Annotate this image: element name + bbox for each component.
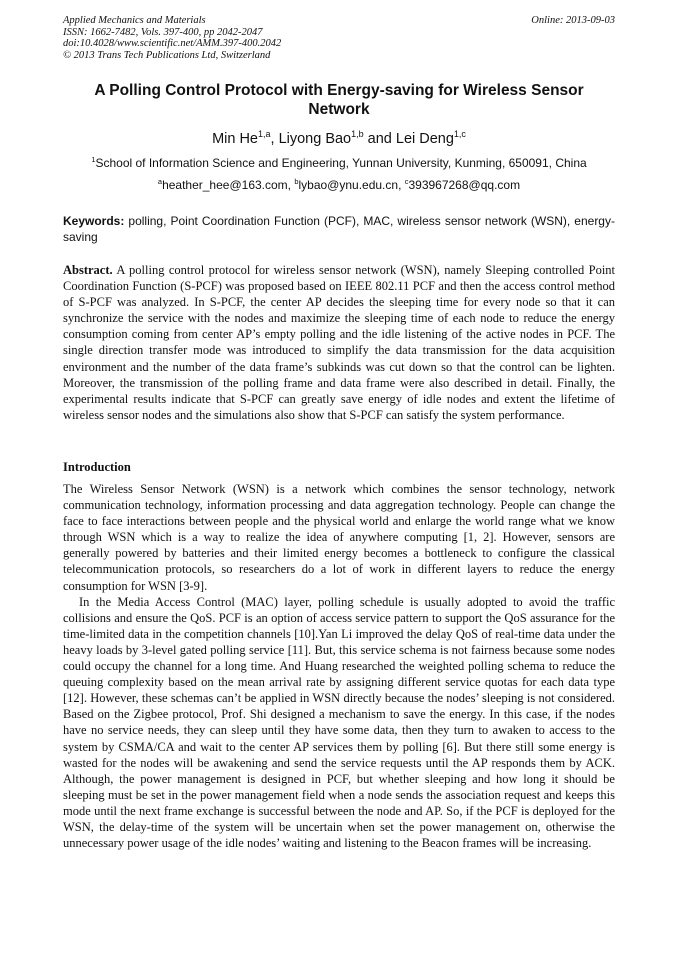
email-address: lybao@ynu.edu.cn — [298, 178, 399, 192]
section-heading-introduction: Introduction — [63, 460, 131, 474]
author-name: Lei Deng — [395, 131, 454, 147]
email-superscript: b — [294, 177, 299, 186]
author-superscript: 1,a — [258, 129, 271, 140]
author-list — [63, 130, 615, 148]
doi-line: doi:10.4028/www.scientific.net/AMM.397-400.2042 — [63, 38, 282, 49]
author-separator: and — [363, 131, 396, 147]
affiliation — [63, 156, 615, 171]
journal-header — [63, 15, 615, 61]
author-separator: , — [270, 131, 279, 147]
keywords-text: polling, Point Coordination Function (PCF), MAC, wireless sensor network (WSN), energy-saving — [63, 214, 615, 244]
email-superscript: c — [404, 177, 409, 186]
journal-name: Applied Mechanics and Materials — [63, 15, 206, 26]
email-address: heather_hee@163.com — [162, 178, 288, 192]
abstract-label: Abstract. — [63, 263, 113, 277]
author-superscript: 1,b — [351, 129, 364, 140]
body-paragraph: The Wireless Sensor Network (WSN) is a network which combines the sensor technology, network communication technology, information processing and data aggregation technology. People can change the face to face interactions between people and the physical world and enlarge the world range what we know through WSN which is a way to realize the idea of anywhere computing [1, 2]. However, sensors are generally powered by batteries and their limited energy becomes a bottleneck to configure the classical telecommunication protocols, so researchers do a lot of work in different layers to reduce the energy consumption for WSN [3-9]. — [63, 482, 615, 593]
affiliation-superscript: 1 — [91, 155, 96, 164]
email-superscript: a — [157, 177, 163, 186]
keywords-block — [63, 213, 615, 245]
abstract-block — [63, 262, 615, 423]
introduction-body — [63, 481, 615, 851]
copyright-line: © 2013 Trans Tech Publications Ltd, Switzerland — [63, 49, 271, 61]
affiliation-text: School of Information Science and Engineering, Yunnan University, Kunming, 650091, China — [95, 156, 587, 170]
abstract-text: A polling control protocol for wireless sensor network (WSN), namely Sleeping controlled Point Coordination Function (S-PCF) was proposed based on IEEE 802.11 PCF and then the access control method of S-PCF was analyzed. In S-PCF, the center AP decides the sleeping time for every node so that it can synchronize the service with the nodes and maximize the sleeping time of each node to reduce the energy consumption coming from center AP’s empty polling and the idle listening of the active nodes in PCF. The single direction transfer mode was introduced to simplify the data transmission for the data acquisition environment and the number of the data frame’s subkinds was cut down so that the control can be lighten. Moreover, the transmission of the polling frame and data frame were also described in detail. Finally, the experimental results indicate that S-PCF can greatly save energy of idle nodes and extent the lifetime of wireless sensor nodes and the simulations also show that S-PCF can satisfy the system performance. — [63, 263, 616, 422]
email-address: 393967268@qq.com — [408, 178, 521, 192]
author-name: Liyong Bao — [278, 131, 352, 147]
paper-title: A Polling Control Protocol with Energy-saving for Wireless Sensor Network — [94, 82, 584, 118]
author-superscript: 1,c — [453, 129, 466, 140]
email-separator: , — [398, 178, 405, 192]
email-separator: , — [287, 178, 295, 192]
body-paragraph: In the Media Access Control (MAC) layer, polling schedule is usually adopted to avoid the traffic collisions and ensure the QoS. PCF is an option of access service pattern to support the QoS assurance for the time-limited data in the competition channels [10].Yan Li improved the delay QoS of real-time data under the heavy loads by 3-level gated polling service [11]. But, this service schema is not fairness because some nodes could occupy the channel for a long time. And Huang researched the weighted polling schema to reduce the queuing complexity based on the mean arrival rate by assigning different service quotas for each data type [12]. However, these schemas can’t be applied in WSN directly because the nodes’ sleeping is not considered. Based on the Zigbee protocol, Prof. Shi designed a mechanism to save the energy. In this case, if the nodes have no service needs, they can sleep until they have some data, then they turn to awaken to access to the system by CSMA/CA and wait to the center AP services them by polling [6]. But there still some energy is wasted for the nodes will be awakening and send the service requests until the AP responds them by ACK. Although, the power management is designed in PCF, but whether sleeping and how long it should be sleeping must be set in the power management field when a node sends the association request and keeps this mode until the next frame exchange is successful between the node and AP. So, if the PCF is deployed for the WSN, the delay-time of the system will be uncertain when set the power management on, otherwise the unnecessary power usage of the idle nodes’ waiting and listening to the Beacon frames will be increasing. — [63, 594, 615, 851]
email-list — [63, 178, 615, 193]
issn-line: ISSN: 1662-7482, Vols. 397-400, pp 2042-2047 — [63, 26, 263, 38]
keywords-label: Keywords: — [63, 214, 125, 228]
author-name: Min He — [212, 131, 258, 147]
online-date: Online: 2013-09-03 — [531, 15, 615, 26]
